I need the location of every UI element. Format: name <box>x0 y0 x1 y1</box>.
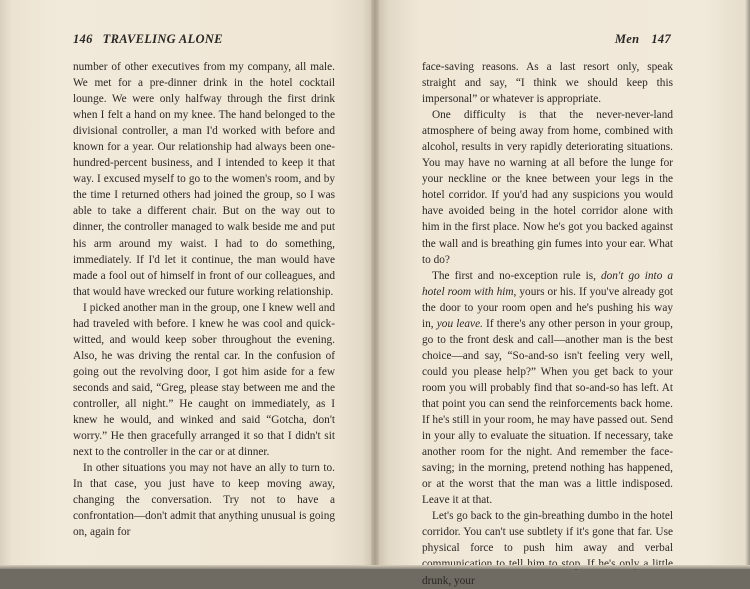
paragraph <box>422 268 673 509</box>
right-running-header <box>405 32 671 47</box>
paragraph <box>73 300 335 460</box>
left-page-number: 146 <box>73 32 93 46</box>
right-body-text <box>422 59 673 589</box>
paragraph-text: The first and no-exception rule is, <box>432 269 601 282</box>
paragraph <box>73 59 335 300</box>
right-running-head: Men <box>614 32 640 46</box>
page-edge <box>0 565 750 569</box>
paragraph-text: Let's go back to the gin-breathing dumbo in the hotel corridor. You can't use subtlety if it's gone that far. Use physical force to push him away and verbal drunk, your <box>422 510 673 587</box>
right-page <box>375 0 750 587</box>
emphasis-text: don't go into a hotel room with him, <box>422 269 673 298</box>
paragraph <box>422 508 673 588</box>
book-gutter <box>371 0 379 569</box>
paragraph-text: face-saving reasons. As a last resort only, speak straight and say, “I think we should keep this impersonal” or whatever is appropriate. <box>422 61 673 106</box>
paragraph <box>422 59 673 107</box>
left-body-text <box>73 59 335 540</box>
right-page-number: 147 <box>651 32 671 46</box>
emphasis-text: you leave. <box>436 317 483 330</box>
paragraph-text: One difficulty is that the never-never-land atmosphere of being away from home, combined with alcohol, results in very rapidly deteriorating situations. You may have no warning at all before the lunge for your neckline or the knee between your legs in the hotel corridor. If you'd had any suspicions you would have avoided being in the hotel corridor alone with him in the first place. Now he's got you backed against the wall and is breathing gin fumes into your ear. What to do? <box>422 109 673 266</box>
left-page <box>0 0 375 569</box>
paragraph-text: In other situations you may not have an ally to turn to. In that case, you just have to keep moving away, changing the conversation. Try not to have a confrontation—don't admit that anything unusual is going on, again for <box>73 462 335 539</box>
left-running-head: TRAVELING ALONE <box>102 32 223 46</box>
paragraph-text: yours or his. If you've already got the door to your room open and he's pushing his way in, <box>422 285 673 330</box>
left-running-header <box>73 32 335 47</box>
paragraph-text: I picked another man in the group, one I knew well and had traveled with before. I knew he was cool and quick-witted, and would keep sober throughout the evening. Also, he was driving the rental car. In the confusion of going out the revolving door, I got him aside for a few seconds and said, “Greg, please stay between me and the controller, all night.” He caught on immediately, as I knew he would, and winked and said “Gotcha, don't worry.” He then gracefully arranged it so that I didn't sit next to the controller in the car or at dinner. <box>73 301 335 459</box>
paragraph-text: If there's any other person in your group, go to the front desk and call—another man is the best choice—and say, “So-and-so isn't feeling very well, could you please help?” When you get back to your room you will probably find that so-and-so has left. At that point you can send the reinforcements back home. If he's still in your room, he may have passed out. Send in your ally to evaluate the situation. If necessary, take another room for the night. And remember the face-saving; in the morning, pretend nothing has happened, or at the worst that the man was a little indisposed. Leave it at that. <box>422 317 673 507</box>
paragraph <box>422 107 673 267</box>
paragraph <box>73 460 335 540</box>
paragraph-text: number of other executives from my company, all male. We met for a pre-dinner drink in the hotel cocktail lounge. We were only halfway through the first drink when I felt a hand on my knee. The hand belonged to the divisional controller, a man I'd worked with before and known for a year. Our relationship had always been one-hundred-percent business, and I intended to keep it that way. I excused myself to go to the women's room, and by the time I returned others had joined the group, so I was able to take a different chair. But on the way out to dinner, the controller managed to walk beside me and put his arm around my waist. I had to do something, immediately. If I'd let it continue, the man would have made a fool out of himself in front of our colleagues, and that would have wrecked our future working relationship. <box>73 61 335 298</box>
